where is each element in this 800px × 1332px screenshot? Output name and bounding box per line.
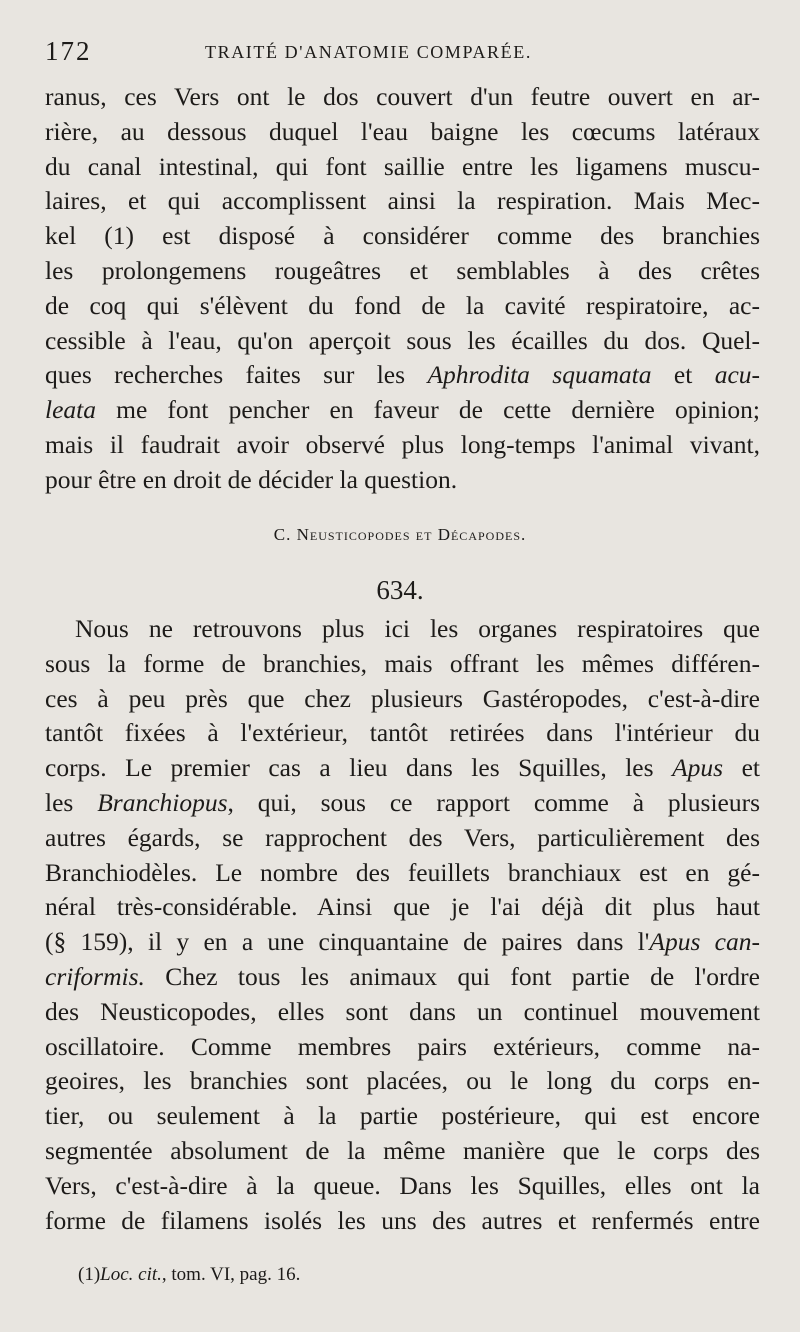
footnote-citation: Loc. cit. <box>100 1264 162 1285</box>
text-line: geoires, les branchies sont placées, ou le long du corps en- <box>45 1066 760 1096</box>
text-span: corps. Le premier cas a lieu dans les Squilles, les <box>45 753 673 783</box>
page-header <box>45 36 760 76</box>
italic-species-name: acu- <box>714 360 760 390</box>
text-line: tier, ou seulement à la partie postérieure, qui est encore <box>45 1101 760 1131</box>
italic-species-name: criformis. <box>45 961 145 991</box>
text-span: et <box>723 753 761 783</box>
footnote-marker: (1) <box>78 1264 101 1285</box>
text-line: néral très-considérable. Ainsi que je l'ai déjà dit plus haut <box>45 892 760 922</box>
text-line: des Neusticopodes, elles sont dans un continuel mouvement <box>45 996 760 1026</box>
text-line: rière, au dessous duquel l'eau baigne les cœcums latéraux <box>45 116 760 146</box>
text-line: les prolongemens rougeâtres et semblables à des crêtes <box>45 255 760 285</box>
section-number: 634. <box>376 575 424 605</box>
text-line: ces à peu près que chez plusieurs Gastéropodes, c'est-à-dire <box>45 683 760 713</box>
text-line: laires, et qui accomplissent ainsi la respiration. Mais Mec- <box>45 186 760 216</box>
text-line <box>45 786 760 821</box>
text-span: et <box>651 360 715 390</box>
text-line <box>45 393 760 428</box>
text-line: pour être en droit de décider la question. <box>45 464 458 494</box>
text-line <box>45 751 760 786</box>
text-line: de coq qui s'élèvent du fond de la cavité respiratoire, ac- <box>45 290 760 320</box>
text-line <box>45 925 760 960</box>
italic-species-name: Aphrodita squamata <box>427 360 652 390</box>
text-line: forme de filamens isolés les uns des autres et renfermés entre <box>45 1205 760 1235</box>
text-line: sous la forme de branchies, mais offrant les mêmes différen- <box>45 648 760 678</box>
footnote <box>78 1264 300 1286</box>
text-line: Vers, c'est-à-dire à la queue. Dans les Squilles, elles ont la <box>45 1170 760 1200</box>
text-line: tantôt fixées à l'extérieur, tantôt retirées dans l'intérieur du <box>45 718 760 748</box>
italic-genus-name: Branchiopus <box>97 787 228 817</box>
italic-species-name: Apus can- <box>649 927 760 957</box>
italic-species-name: leata <box>45 395 96 425</box>
text-line: kel (1) est disposé à considérer comme des branchies <box>45 221 760 251</box>
text-line: autres égards, se rapprochent des Vers, particulièrement des <box>45 822 760 852</box>
text-span: (§ 159), il y en a une cinquantaine de paires dans l' <box>45 927 650 957</box>
section-subheading: C. Neusticopodes et Décapodes. <box>273 525 527 544</box>
page-number: 172 <box>45 36 92 66</box>
text-span: , qui, sous ce rapport comme à plusieurs <box>227 787 761 817</box>
paragraph-2 <box>45 612 760 1238</box>
text-line: ranus, ces Vers ont le dos couvert d'un feutre ouvert en ar- <box>45 82 760 111</box>
text-line <box>45 960 760 995</box>
footnote-text: , tom. VI, pag. 16. <box>161 1264 301 1285</box>
text-span: ques recherches faites sur les <box>45 360 428 390</box>
paragraph-1 <box>45 80 760 498</box>
italic-genus-name: Apus <box>672 753 724 783</box>
text-line: segmentée absolument de la même manière que le corps des <box>45 1135 760 1165</box>
text-span: Chez tous les animaux qui font partie de l'ordre <box>144 961 760 991</box>
running-title: TRAITÉ D'ANATOMIE COMPARÉE. <box>205 42 532 62</box>
text-span: les <box>45 787 98 817</box>
text-line: Nous ne retrouvons plus ici les organes respiratoires que <box>75 614 760 643</box>
text-line: Branchiodèles. Le nombre des feuillets branchiaux est en gé- <box>45 857 760 887</box>
text-line: du canal intestinal, qui font saillie entre les ligamens muscu- <box>45 151 760 181</box>
text-span: me font pencher en faveur de cette dernière opinion; <box>96 395 760 425</box>
text-line: mais il faudrait avoir observé plus long-temps l'animal vivant, <box>45 429 760 459</box>
text-line: oscillatoire. Comme membres pairs extérieurs, comme na- <box>45 1031 760 1061</box>
text-line <box>45 358 760 393</box>
text-line: cessible à l'eau, qu'on aperçoit sous les écailles du dos. Quel- <box>45 325 760 355</box>
